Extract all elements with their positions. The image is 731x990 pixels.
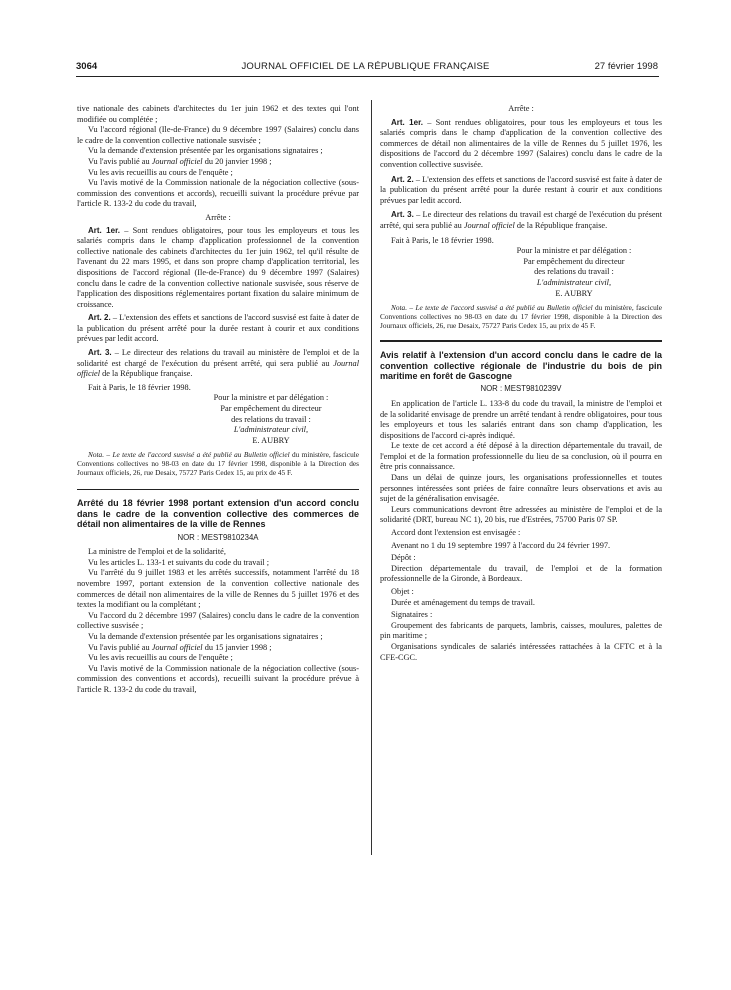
- article-1: Art. 1er. – Sont rendues obligatoires, pour tous les employeurs et tous les salariés compris dans le champ d'application professionnel de la convention collective nationale des cabinets d'architectes du 1er juin 1962, tel qu'il résulte de l'avenant du 22 mars 1995, et dans son propre champ d'application territorial, les dispositions de l'accord régional (Ile-de-France) du 9 décembre 1997 (Salaires) conclu dans le cadre de la convention collective nationale susvisée, sous réserve de l'application des dispositions réglementaires portant fixation du salaire minimum de croissance.: [77, 225, 360, 309]
- article-3: Art. 3. – Le directeur des relations du travail est chargé de l'exécution du présent arrêté, qui sera publié au Journal officiel de la République française.: [380, 210, 662, 230]
- journal-title: JOURNAL OFFICIEL DE LA RÉPUBLIQUE FRANÇAISE: [241, 61, 490, 72]
- page-number: 3064: [76, 61, 98, 72]
- paragraph: Vu l'arrêté du 9 juillet 1983 et les arrêtés successifs, notamment l'arrêté du 18 novembre 1997, portant extension de la convention collective nationale des commerces de détail non alimentaires de la ville de Rennes du 5 juillet 1976 et des textes la modifiant ou la complétant ;: [77, 568, 359, 610]
- paragraph: Vu l'avis publié au Journal officiel du 15 janvier 1998 ;: [88, 642, 272, 652]
- section-divider: [380, 340, 662, 342]
- right-column: [380, 104, 662, 663]
- paragraph: Groupement des fabricants de parquets, lambris, caisses, moulures, palettes de pin maritime ;: [380, 620, 662, 641]
- section-divider: [77, 489, 359, 490]
- paragraph: La ministre de l'emploi et de la solidarité,: [88, 547, 226, 557]
- left-column: [77, 104, 359, 696]
- nota-note: Nota. – Le texte de l'accord susvisé a été publié au Bulletin officiel du ministère, fascicule Conventions collectives no 98-03 en date du 17 février 1998, disponible à la Direction des Journaux officiels, 26, rue Desaix, 75727 Paris Cedex 15, au prix de 45 F.: [380, 303, 662, 331]
- arrete-heading: Arrête :: [508, 104, 534, 113]
- paragraph: Vu l'accord du 2 décembre 1997 (Salaires) conclu dans le cadre de la convention collective susvisée ;: [77, 610, 359, 631]
- paragraph: Direction départementale du travail, de l'emploi et de la formation professionnelle de la Gironde, à Bordeaux.: [380, 563, 662, 584]
- arrete-heading: Arrête :: [205, 212, 231, 222]
- header-rule: [76, 76, 659, 77]
- fait-line: Fait à Paris, le 18 février 1998.: [88, 382, 191, 392]
- article-2: Art. 2. – L'extension des effets et sanctions de l'accord susvisé est faite à dater de la publication du présent arrêté pour la durée restant à courir et aux conditions prévues par ledit accord.: [77, 313, 360, 344]
- article-3: Art. 3. – Le directeur des relations du travail au ministère de l'emploi et de la solidarité est chargé de l'exécution du présent arrêté, qui sera publié au Journal officiel de la République française.: [77, 348, 359, 379]
- paragraph: Vu l'avis publié au Journal officiel du 20 janvier 1998 ;: [88, 156, 272, 166]
- paragraph: Vu l'avis motivé de la Commission nationale de la négociation collective (sous-commission des conventions et accords), recueilli suivant la procédure prévue à l'article R. 133-2 du code du travail,: [77, 663, 359, 694]
- signature-block: Pour la ministre et par délégation : Par empêchement du directeur des relations du travail : L'administrateur civil, E. AUBRY: [213, 393, 329, 445]
- paragraph: Vu l'avis motivé de la Commission nationale de la négociation collective (sous-commission des conventions et accords), recueilli suivant la procédure prévue par l'article R. 133-2 du code du travail,: [77, 178, 359, 209]
- issue-date: 27 février 1998: [594, 61, 658, 72]
- notice-title: Avis relatif à l'extension d'un accord conclu dans le cadre de la convention collective régionale de l'industrie du bois de pin maritime en forêt de Gascogne: [380, 350, 662, 381]
- page-header: [0, 61, 731, 75]
- section-label: Signataires :: [391, 610, 433, 620]
- paragraph: Vu les articles L. 133-1 et suivants du code du travail ;: [88, 557, 270, 567]
- paragraph: Avenant no 1 du 19 septembre 1997 à l'accord du 24 février 1997.: [391, 540, 611, 550]
- paragraph: Durée et aménagement du temps de travail.: [391, 597, 535, 607]
- paragraph: Vu l'accord régional (Ile-de-France) du 9 décembre 1997 (Salaires) conclu dans le cadre de la convention collective nationale susvisée ;: [77, 125, 359, 145]
- nor-reference: NOR : MEST9810234A: [177, 532, 259, 542]
- paragraph: Vu la demande d'extension présentée par les organisations signataires ;: [88, 631, 323, 641]
- section-label: Dépôt :: [391, 553, 416, 563]
- paragraph: En application de l'article L. 133-8 du code du travail, la ministre de l'emploi et de la solidarité envisage de prendre un arrêté tendant à rendre obligatoires, pour tous les employeurs et tous les salariés entrant dans son champ d'application, les dispositions de l'accord ci-après indiqué.: [380, 398, 662, 440]
- paragraph: Le texte de cet accord a été déposé à la direction départementale du travail, de l'emploi et de la formation professionnelle du lieu de sa conclusion, où il pourra en être pris connaissance.: [380, 441, 662, 472]
- paragraph: Leurs communications devront être adressées au ministère de l'emploi et de la solidarité (DRT, bureau NC 1), 20 bis, rue d'Estrées, 75700 Paris 07 SP.: [380, 504, 662, 525]
- paragraph: Vu les avis recueillis au cours de l'enquête ;: [88, 167, 233, 177]
- paragraph: Organisations syndicales de salariés intéressées rattachées à la CFTC et à la CFE-CGC.: [380, 641, 662, 662]
- fait-line: Fait à Paris, le 18 février 1998.: [391, 235, 494, 245]
- signature-block: Pour la ministre et par délégation : Par empêchement du directeur des relations du travail : L'administrateur civil, E. AUBRY: [516, 246, 632, 298]
- decree-title: Arrêté du 18 février 1998 portant extension d'un accord conclu dans le cadre de la convention collective des commerces de détail non alimentaires de la ville de Rennes: [77, 498, 359, 530]
- paragraph: Vu la demande d'extension présentée par les organisations signataires ;: [88, 146, 323, 156]
- paragraph: Dans un délai de quinze jours, les organisations professionnelles et toutes personnes intéressées sont priées de faire connaître leurs observations et avis au sujet de la généralisation envisagée.: [380, 473, 662, 504]
- paragraph: tive nationale des cabinets d'architectes du 1er juin 1962 et des textes qui l'ont modifiée ou complétée ;: [77, 104, 359, 124]
- section-label: Objet :: [391, 587, 414, 596]
- paragraph: Accord dont l'extension est envisagée :: [391, 528, 521, 538]
- nota-note: Nota. – Le texte de l'accord susvisé a été publié au Bulletin officiel du ministère, fascicule Conventions collectives no 98-03 en date du 17 février 1998, disponible à la Direction des Journaux officiels, 26, rue Desaix, 75727 Paris Cedex 15, au prix de 45 F.: [77, 450, 359, 478]
- nor-reference: NOR : MEST9810239V: [480, 384, 562, 394]
- article-1: Art. 1er. – Sont rendues obligatoires, pour tous les employeurs et tous les salariés compris dans le champ d'application de la convention collective des commerces de détail non alimentaires de la ville de Rennes du 5 juillet 1976, les dispositions de l'accord du 2 décembre 1997 (Salaires) conclu dans le cadre de la convention collective susvisée.: [380, 117, 663, 169]
- column-divider: [371, 100, 372, 855]
- article-2: Art. 2. – L'extension des effets et sanctions de l'accord susvisé est faite à dater de la publication du présent arrêté pour la durée restant à courir et aux conditions prévues par ledit accord.: [380, 174, 663, 205]
- paragraph: Vu les avis recueillis au cours de l'enquête ;: [88, 653, 233, 663]
